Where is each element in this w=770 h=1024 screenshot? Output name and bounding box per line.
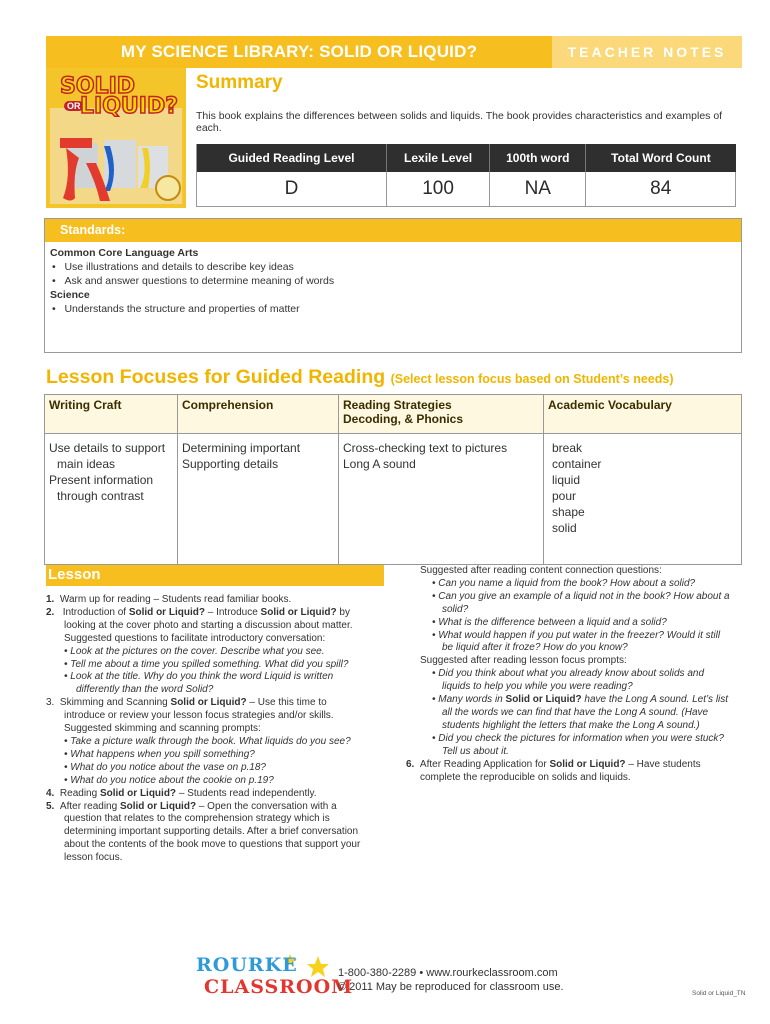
lesson-text: Suggested questions to facilitate introductory conversation: — [64, 632, 326, 644]
logo-top-text: ROURKE — [196, 954, 298, 976]
lesson-focuses-table — [44, 394, 742, 565]
academic-vocabulary-cell: break container liquid pour shape solid — [544, 434, 742, 565]
lesson-step-5: 5. After reading Solid or Liquid? – Open the conversation with a — [46, 800, 337, 812]
content-question: • What is the difference between a liquid and a solid? — [432, 616, 667, 628]
lesson-steps — [46, 594, 386, 865]
after-reading-section — [406, 565, 750, 784]
standard-item: • Use illustrations and details to describe key ideas — [52, 261, 294, 273]
col-comprehension: Comprehension — [178, 395, 339, 434]
col-reading-strategies: Reading Strategies Decoding, & Phonics — [339, 395, 544, 434]
book-cover-image — [46, 68, 186, 208]
col-100th-word: 100th word — [490, 144, 586, 172]
lesson-prompt: differently than the word Solid? — [76, 684, 214, 696]
contact-info — [338, 966, 564, 994]
lesson-heading: Lesson — [48, 566, 101, 583]
lesson-prompt: • What happens when you spill something? — [64, 748, 255, 760]
reading-level-table — [196, 144, 736, 207]
lesson-step-6: 6. After Reading Application for Solid or Liquid? – Have students — [406, 758, 701, 770]
col-academic-vocabulary: Academic Vocabulary — [544, 395, 742, 434]
page-title: MY SCIENCE LIBRARY: SOLID OR LIQUID? — [120, 42, 478, 61]
writing-craft-cell: Use details to support main ideas Present information through contrast — [45, 434, 178, 565]
lesson-focuses-heading: Lesson Focuses for Guided Reading (Select lesson focus based on Student’s needs) — [46, 366, 674, 388]
content-question: • What would happen if you put water in the freezer? Would it still — [432, 629, 721, 641]
logo-bottom-text: CLASSROOM — [204, 976, 354, 998]
lesson-text: complete the reproducible on solids and liquids. — [420, 771, 631, 783]
lesson-text: Suggested skimming and scanning prompts: — [64, 723, 261, 735]
guided-reading-level-value: D — [197, 172, 387, 207]
standards-heading: Standards: — [60, 223, 126, 237]
phone-website: 1-800-380-2289 • www.rourkeclassroom.com — [338, 967, 558, 979]
lesson-prompt: • What do you notice about the cookie on p.19? — [64, 774, 274, 786]
lesson-text: about the contents of the book move to questions that support your — [64, 839, 361, 851]
lesson-text: looking at the cover photo and starting a discussion about matter. — [64, 619, 353, 631]
col-writing-craft: Writing Craft — [45, 395, 178, 434]
lesson-focuses-subtitle: (Select lesson focus based on Student’s needs) — [390, 372, 674, 386]
lesson-text: lesson focus. — [64, 852, 123, 864]
file-label: Solid or Liquid_TN — [692, 990, 746, 997]
science-label: Science — [50, 289, 90, 301]
lesson-prompt: • Take a picture walk through the book. What liquids do you see? — [64, 735, 351, 747]
standards-header-bar — [45, 219, 741, 242]
cover-or-text: OR — [64, 101, 84, 111]
focus-prompt: • Many words in Solid or Liquid? have the Long A sound. Let’s list — [432, 694, 729, 706]
focus-prompt: all the words we can find that have the Long A sound. (Have — [442, 706, 709, 718]
col-lexile-level: Lexile Level — [386, 144, 489, 172]
common-core-label: Common Core Language Arts — [50, 247, 199, 259]
summary-text: This book explains the differences between solids and liquids. The book provides characteristics and examples of each. — [196, 110, 723, 134]
copyright: © 2011 May be reproduced for classroom use. — [338, 981, 564, 993]
lesson-prompt: • Look at the title. Why do you think the word Liquid is written — [64, 671, 334, 683]
focus-prompt: • Did you think about what you already know about solids and — [432, 668, 705, 680]
focus-prompt: • Did you check the pictures for information when you were stuck? — [432, 732, 724, 744]
comprehension-cell: Determining important Supporting details — [178, 434, 339, 565]
section-subheading: Suggested after reading content connection questions: — [420, 565, 662, 576]
lexile-level-value: 100 — [386, 172, 489, 207]
lesson-prompt: • What do you notice about the vase on p.18? — [64, 761, 266, 773]
col-guided-reading-level: Guided Reading Level — [197, 144, 387, 172]
lesson-step-1: 1. Warm up for reading – Students read familiar books. — [46, 594, 292, 605]
100th-word-value: NA — [490, 172, 586, 207]
standard-item: • Understands the structure and properties of matter — [52, 303, 300, 315]
lesson-prompt: • Look at the pictures on the cover. Describe what you see. — [64, 645, 325, 657]
content-question: • Can you give an example of a liquid not in the book? How about a — [432, 590, 730, 602]
section-subheading: Suggested after reading lesson focus prompts: — [420, 655, 627, 667]
lesson-step-2: 2. Introduction of Solid or Liquid? – Introduce Solid or Liquid? by — [46, 606, 350, 618]
standard-item: • Ask and answer questions to determine meaning of words — [52, 275, 335, 287]
col-total-word-count: Total Word Count — [586, 144, 736, 172]
rourke-classroom-logo — [190, 952, 354, 1004]
teacher-notes-label: TEACHER NOTES — [552, 36, 742, 68]
reading-strategies-cell: Cross-checking text to pictures Long A sound — [339, 434, 544, 565]
content-question: be liquid after it froze? How do you know? — [442, 642, 628, 654]
summary-heading: Summary — [196, 72, 283, 93]
lesson-step-4: 4. Reading Solid or Liquid? – Students read independently. — [46, 787, 317, 799]
total-word-count-value: 84 — [586, 172, 736, 207]
lesson-text: introduce or review your lesson focus strategies and/or skills. — [64, 710, 334, 722]
content-question: solid? — [442, 603, 469, 615]
focus-prompt: Tell us about it. — [442, 745, 509, 757]
lesson-step-3: 3. Skimming and Scanning Solid or Liquid? – Use this time to — [46, 697, 327, 709]
focus-prompt: liquids to help you while you were reading? — [442, 681, 633, 693]
focus-prompt: students highlight the letters that make the Long A sound.) — [442, 719, 700, 731]
cover-solid-text: SOLID — [60, 74, 136, 99]
lesson-text: determining important supporting details. After a brief conversation — [64, 826, 359, 838]
lesson-prompt: • Tell me about a time you spilled something. What did you spill? — [64, 658, 349, 670]
cover-liquid-text: LIQUID? — [80, 94, 178, 119]
standards-body — [50, 246, 334, 316]
lesson-text: question that relates to the comprehension strategy which is — [64, 813, 330, 825]
content-question: • Can you name a liquid from the book? How about a solid? — [432, 577, 696, 589]
